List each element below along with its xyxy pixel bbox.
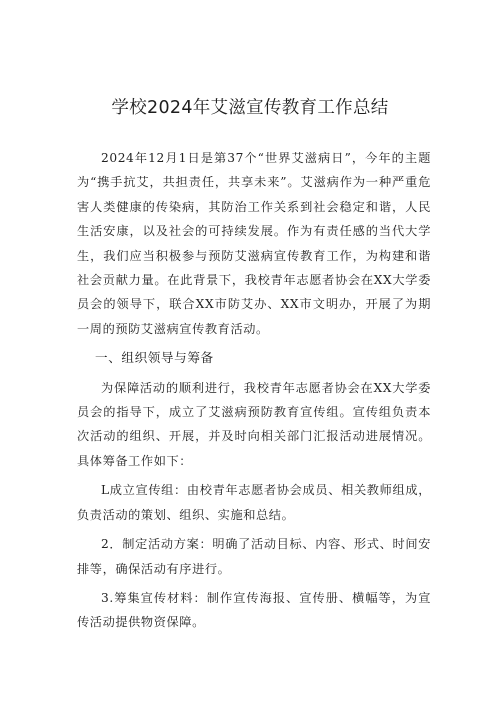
list-item-propaganda-group: L成立宣传组：由校青年志愿者协会成员、相关教师组成，负责活动的策划、组织、实施和总结。 bbox=[77, 483, 431, 522]
document-title: 学校2024年艾滋宣传教育工作总结 bbox=[111, 98, 389, 118]
intro-paragraph: 2024年12月1日是第37个“世界艾滋病日”，今年的主题为“携手抗艾，共担责任，共享未来”。艾滋病作为一种严重危害人类健康的传染病，其防治工作关系到社会稳定和谐，人民生活安康，以及社会的可持续发展。作为有责任感的当代大学生，我们应当积极参与预防艾滋病宣传教育工作，为构建和谐社会贡献力量。在此背景下，我校青年志愿者协会在XX大学委员会的领导下，联合XX市防艾办、XX市文明办，开展了为期一周的预防艾滋病宣传教育活动。 bbox=[77, 151, 431, 336]
list-item-materials: 3.筹集宣传材料：制作宣传海报、宣传册、横幅等，为宣传活动提供物资保障。 bbox=[77, 590, 431, 630]
section-heading-organization: 一、组织领导与筹备 bbox=[95, 350, 214, 366]
section-paragraph-organization: 为保障活动的顺利进行，我校青年志愿者协会在XX大学委员会的指导下，成立了艾滋病预防教育宣传组。宣传组负责本次活动的组织、开展，并及时向相关部门汇报活动进展情况。具体筹备工作如下： bbox=[77, 380, 431, 468]
list-item-activity-plan: 2．制定活动方案：明确了活动目标、内容、形式、时间安排等，确保活动有序进行。 bbox=[77, 537, 431, 576]
document-body bbox=[77, 146, 431, 635]
